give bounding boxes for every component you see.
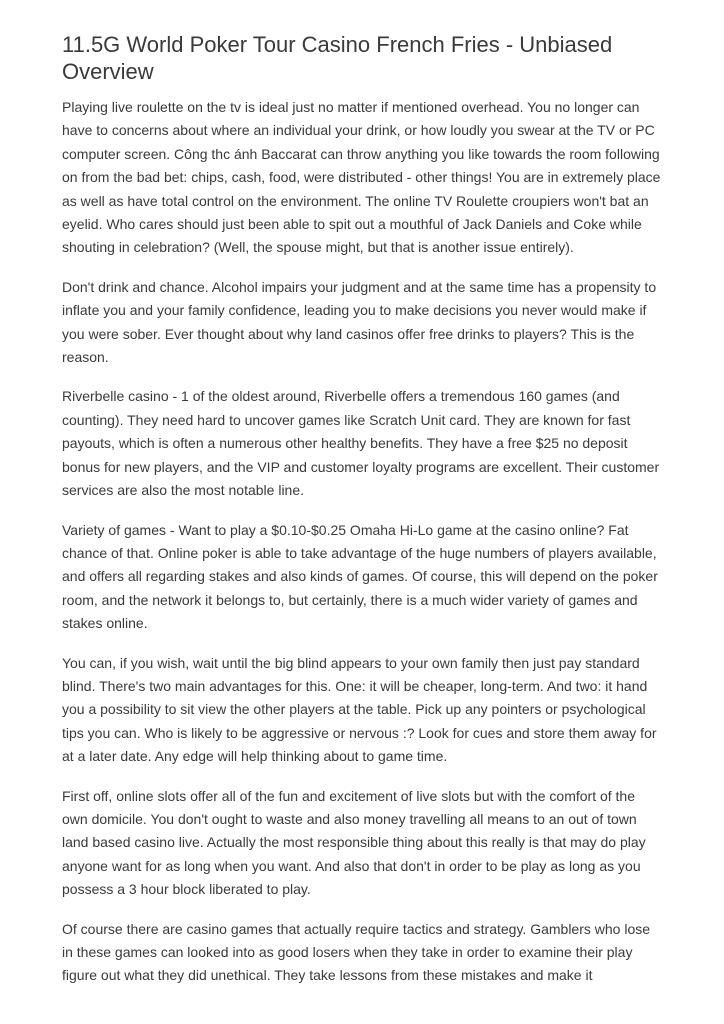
paragraph: Variety of games - Want to play a $0.10-$0.25 Omaha Hi-Lo game at the casino online? Fat chance of that. Online poker is able to take advantage of the huge numbers of players available, and offers all regarding stakes and also kinds of games. Of course, this will depend on the poker room, and the network it belongs to, but certainly, there is a much wider variety of games and stakes online.: [62, 521, 658, 632]
paragraph: First off, online slots offer all of the fun and excitement of live slots but with the comfort of the own domicile. You don't ought to waste and also money travelling all means to an out of town land based casino live. Actually the most responsible thing about this really is that may do play anyone want for as long when you want. And also that don't in order to be play as long as you possess a 3 hour block liberated to play.: [62, 787, 646, 898]
paragraph: Of course there are casino games that actually require tactics and strategy. Gamblers who lose in these games can looked into as good losers when they take in order to examine their play figure out what they did unethical. They take lessons from these mistakes and make it: [62, 920, 651, 984]
paragraph: You can, if you wish, wait until the big blind appears to your own family then just pay standard blind. There's two main advantages for this. One: it will be cheaper, long-term. And two: it hand you a possibility to sit view the other players at the table. Pick up any pointers or psychological tips you can. Who is likely to be aggressive or nervous :? Look for cues and store them away for at a later date. Any edge will help thinking about to game time.: [62, 654, 657, 765]
article-body: [62, 96, 663, 988]
paragraph: Riverbelle casino - 1 of the oldest around, Riverbelle offers a tremendous 160 games (and counting). They need hard to uncover games like Scratch Unit card. They are known for fast payouts, which is often a numerous other healthy benefits. They have a free $25 no deposit bonus for new players, and the VIP and customer loyalty programs are excellent. Their customer services are also the most notable line.: [62, 388, 660, 499]
page-title: 11.5G World Poker Tour Casino French Fries - Unbiased Overview: [62, 32, 613, 84]
paragraph: Don't drink and chance. Alcohol impairs your judgment and at the same time has a propensity to inflate you and your family confidence, leading you to make decisions you never would make if you were sober. Ever thought about why land casinos offer free drinks to players? This is the reason.: [62, 278, 657, 366]
paragraph: Playing live roulette on the tv is ideal just no matter if mentioned overhead. You no longer can have to concerns about where an individual your drink, or how loudly you swear at the TV or PC computer screen. Công thc ánh Baccarat can throw anything you like towards the room following on from the bad bet: chips, cash, food, were distributed - other things! You are in extremely place as well as have total control on the environment. The online TV Roulette croupiers won't bat an eyelid. Who cares should just been able to spit out a mouthful of Jack Daniels and Coke while shouting in celebration? (Well, the spouse might, but that is another issue entirely).: [62, 99, 661, 256]
